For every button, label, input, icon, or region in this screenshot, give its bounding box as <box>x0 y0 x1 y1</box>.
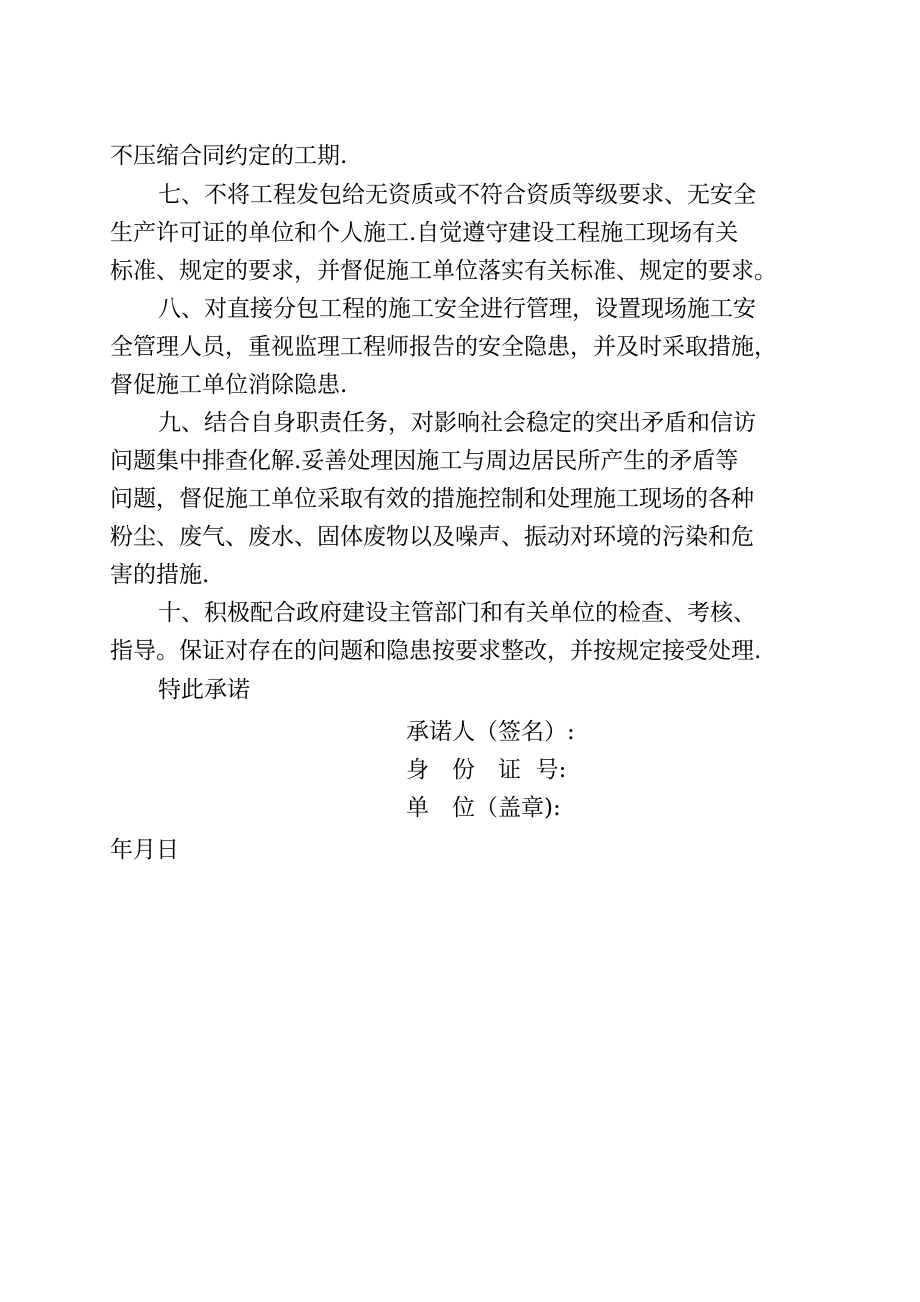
clause-8-line-2: 全管理人员，重视监理工程师报告的安全隐患，并及时采取措施， <box>110 334 777 360</box>
unit-seal-field-label: 单 位（盖章): <box>406 795 561 821</box>
clause-9-line-4: 粉尘、废气、废水、固体废物以及噪声、振动对环境的污染和危 <box>110 524 754 550</box>
clause-7-line-2: 生产许可证的单位和个人施工.自觉遵守建设工程施工现场有关 <box>110 220 739 246</box>
clause-8-line-3: 督促施工单位消除隐患. <box>110 372 348 398</box>
clause-10-line-1: 十、积极配合政府建设主管部门和有关单位的检查、考核、 <box>158 600 756 626</box>
clause-7-line-1: 七、不将工程发包给无资质或不符合资质等级要求、无安全 <box>158 182 756 208</box>
clause-9-line-3: 问题，督促施工单位采取有效的措施控制和处理施工现场的各种 <box>110 486 754 512</box>
clause-8-line-1: 八、对直接分包工程的施工安全进行管理，设置现场施工安 <box>158 296 756 322</box>
signer-field-label: 承诺人（签名）: <box>406 719 575 745</box>
clause-10-line-2: 指导。保证对存在的问题和隐患按要求整改，并按规定接受处理. <box>110 638 762 664</box>
clause-9-line-1: 九、结合自身职责任务，对影响社会稳定的突出矛盾和信访 <box>158 410 756 436</box>
date-line: 年月日 <box>110 837 179 863</box>
body-line-1: 不压缩合同约定的工期. <box>110 143 348 169</box>
id-number-field-label: 身 份 证 号: <box>406 757 567 783</box>
clause-9-line-2: 问题集中排查化解.妥善处理因施工与周边居民所产生的矛盾等 <box>110 448 739 474</box>
clause-7-line-3: 标准、规定的要求，并督促施工单位落实有关标准、规定的要求。 <box>110 258 777 284</box>
clause-9-line-5: 害的措施. <box>110 562 210 588</box>
closing-line: 特此承诺 <box>158 677 250 703</box>
